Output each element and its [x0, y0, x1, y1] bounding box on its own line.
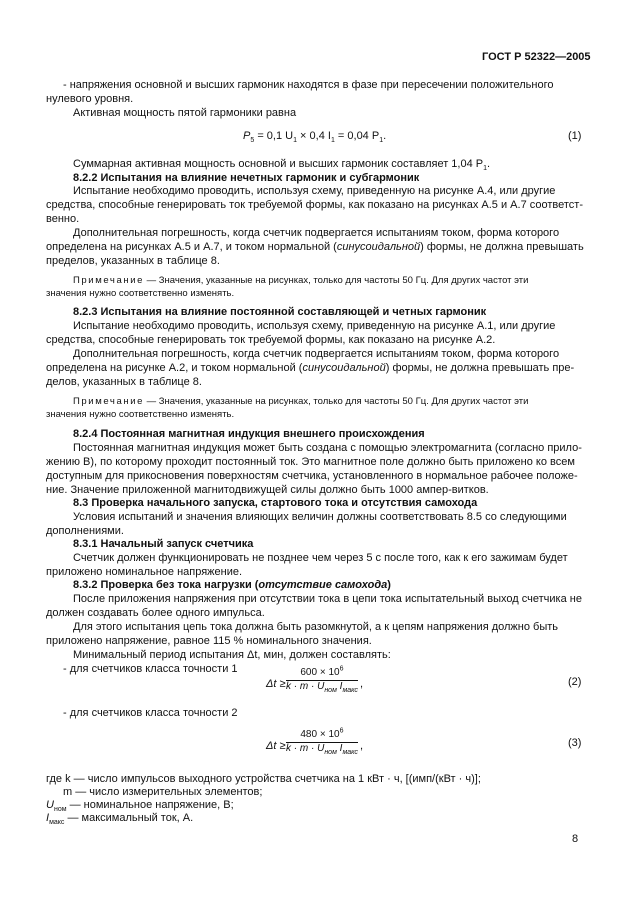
- text-line: приложено номинальное напряжение.: [46, 566, 243, 578]
- definition-i: $I_{макс}$ — максимальный ток, А.: [46, 812, 194, 827]
- text-line: делов, указанных в таблице 8.: [46, 376, 202, 388]
- equation-number: (3): [568, 737, 582, 749]
- text-line: Условия испытаний и значения влияющих величин должны соответствовать 8.5 со следующими: [73, 511, 567, 523]
- text-line: дополнениями.: [46, 525, 124, 537]
- text-line: Испытание необходимо проводить, используя схему, приведенную на рисунке А.4, или другие: [73, 185, 556, 197]
- definition-m: m — число измерительных элементов;: [63, 786, 263, 798]
- definition-k: где k — число импульсов выходного устройства счетчика на 1 кВт · ч, [(имп/(кВт · ч)];: [46, 773, 481, 785]
- equation-3-fraction: $480 \times 10^6$ $k \cdot m \cdot U_{ном}$ $I_{макс}$: [286, 727, 358, 756]
- text-line: венно.: [46, 213, 80, 225]
- text-line: определена на рисунках А.5 и А.7, и током нормальной (синусоидальной) формы, не должна превышать: [46, 241, 584, 253]
- equation-3-tail: ,: [360, 740, 364, 752]
- document-header: ГОСТ Р 52322—2005: [482, 51, 591, 63]
- equation-2-lhs: Δt ≥: [266, 678, 286, 690]
- note-line: значения нужно соответственно изменять.: [46, 409, 235, 420]
- text-line: Дополнительная погрешность, когда счетчик подвергается испытаниям током, форма которого: [73, 227, 560, 239]
- equation-number: (2): [568, 676, 582, 688]
- section-heading-8-2-2: 8.2.2 Испытания на влияние нечетных гармоник и субгармоник: [73, 172, 420, 184]
- section-heading-8-2-4: 8.2.4 Постоянная магнитная индукция внешнего происхождения: [73, 428, 425, 440]
- text-line: Активная мощность пятой гармоники равна: [73, 107, 297, 119]
- text-line: должен создавать более одного импульса.: [46, 607, 265, 619]
- text-line: Постоянная магнитная индукция может быть создана с помощью электромагнита (согласно прило-: [73, 442, 582, 454]
- text-line: пределов, указанных в таблице 8.: [46, 255, 220, 267]
- equation-2-fraction: $600 \times 10^6$ $k \cdot m \cdot U_{ном}$ $I_{макс}$: [286, 665, 358, 694]
- definition-u: $U_{ном}$ — номинальное напряжение, В;: [46, 799, 234, 814]
- text-line: Дополнительная погрешность, когда счетчик подвергается испытаниям током, форма которого: [73, 348, 560, 360]
- text-line: Суммарная активная мощность основной и высших гармоник составляет 1,04 $P_1$.: [73, 158, 491, 173]
- section-heading-8-3: 8.3 Проверка начального запуска, стартового тока и отсутствия самохода: [73, 497, 478, 509]
- text-line: доступным для прикосновения поверхностям счетчика, установленного в нормальное рабочее положе-: [46, 470, 578, 482]
- text-line: определена на рисунке А.2, и током нормальной (синусоидальной) формы, не должна превышать пре-: [46, 362, 575, 374]
- text-line: жению В), по которому проходит постоянный ток. Это магнитное поле должно быть приложено ко всем: [46, 456, 575, 468]
- equation-2-tail: ,: [360, 678, 364, 690]
- text-line: После приложения напряжения при отсутствии тока в цепи тока испытательный выход счетчика не: [73, 593, 582, 605]
- equation-3-lhs: Δt ≥: [266, 740, 286, 752]
- section-heading-8-2-3: 8.2.3 Испытания на влияние постоянной составляющей и четных гармоник: [73, 306, 487, 318]
- text-line: Минимальный период испытания Δt, мин, должен составлять:: [73, 649, 391, 661]
- text-line: приложено напряжение, равное 115 % номинального значения.: [46, 635, 372, 647]
- text-line: нулевого уровня.: [46, 93, 134, 105]
- note: Примечание — Значения, указанные на рисунках, только для частоты 50 Гц. Для других частот эти: [73, 275, 529, 286]
- equation-number: (1): [568, 130, 582, 142]
- text-line: Испытание необходимо проводить, используя схему, приведенную на рисунке А.1, или другие: [73, 320, 556, 332]
- equation-1: $P_5 = 0,1$ $U_1 \times 0,4$ $I_1 = 0,04$ $P_1$.: [243, 130, 387, 145]
- text-line: - напряжения основной и высших гармоник находятся в фазе при пересечении положительного: [63, 79, 554, 91]
- text-line: - для счетчиков класса точности 2: [63, 707, 238, 719]
- text-line: средства, способные генерировать ток требуемой формы, как показано на рисунке А.2.: [46, 334, 496, 346]
- section-heading-8-3-2: 8.3.2 Проверка без тока нагрузки (отсутствие самохода): [73, 579, 391, 591]
- text-line: Для этого испытания цепь тока должна быть разомкнутой, а к цепям напряжения должно быть: [73, 621, 559, 633]
- text-line: средства, способные генерировать ток требуемой формы, как показано на рисунках А.5 и А.7 соответст-: [46, 199, 583, 211]
- page-number: 8: [572, 833, 579, 845]
- note-line: значения нужно соответственно изменять.: [46, 288, 235, 299]
- text-line: ние. Значение приложенной магнитодвижущей силы должно быть 1000 ампер-витков.: [46, 484, 489, 496]
- section-heading-8-3-1: 8.3.1 Начальный запуск счетчика: [73, 538, 254, 550]
- note: Примечание — Значения, указанные на рисунках, только для частоты 50 Гц. Для других частот эти: [73, 396, 529, 407]
- text-line: Счетчик должен функционировать не позднее чем через 5 с после того, как к его зажимам будет: [73, 552, 568, 564]
- text-line: - для счетчиков класса точности 1: [63, 663, 238, 675]
